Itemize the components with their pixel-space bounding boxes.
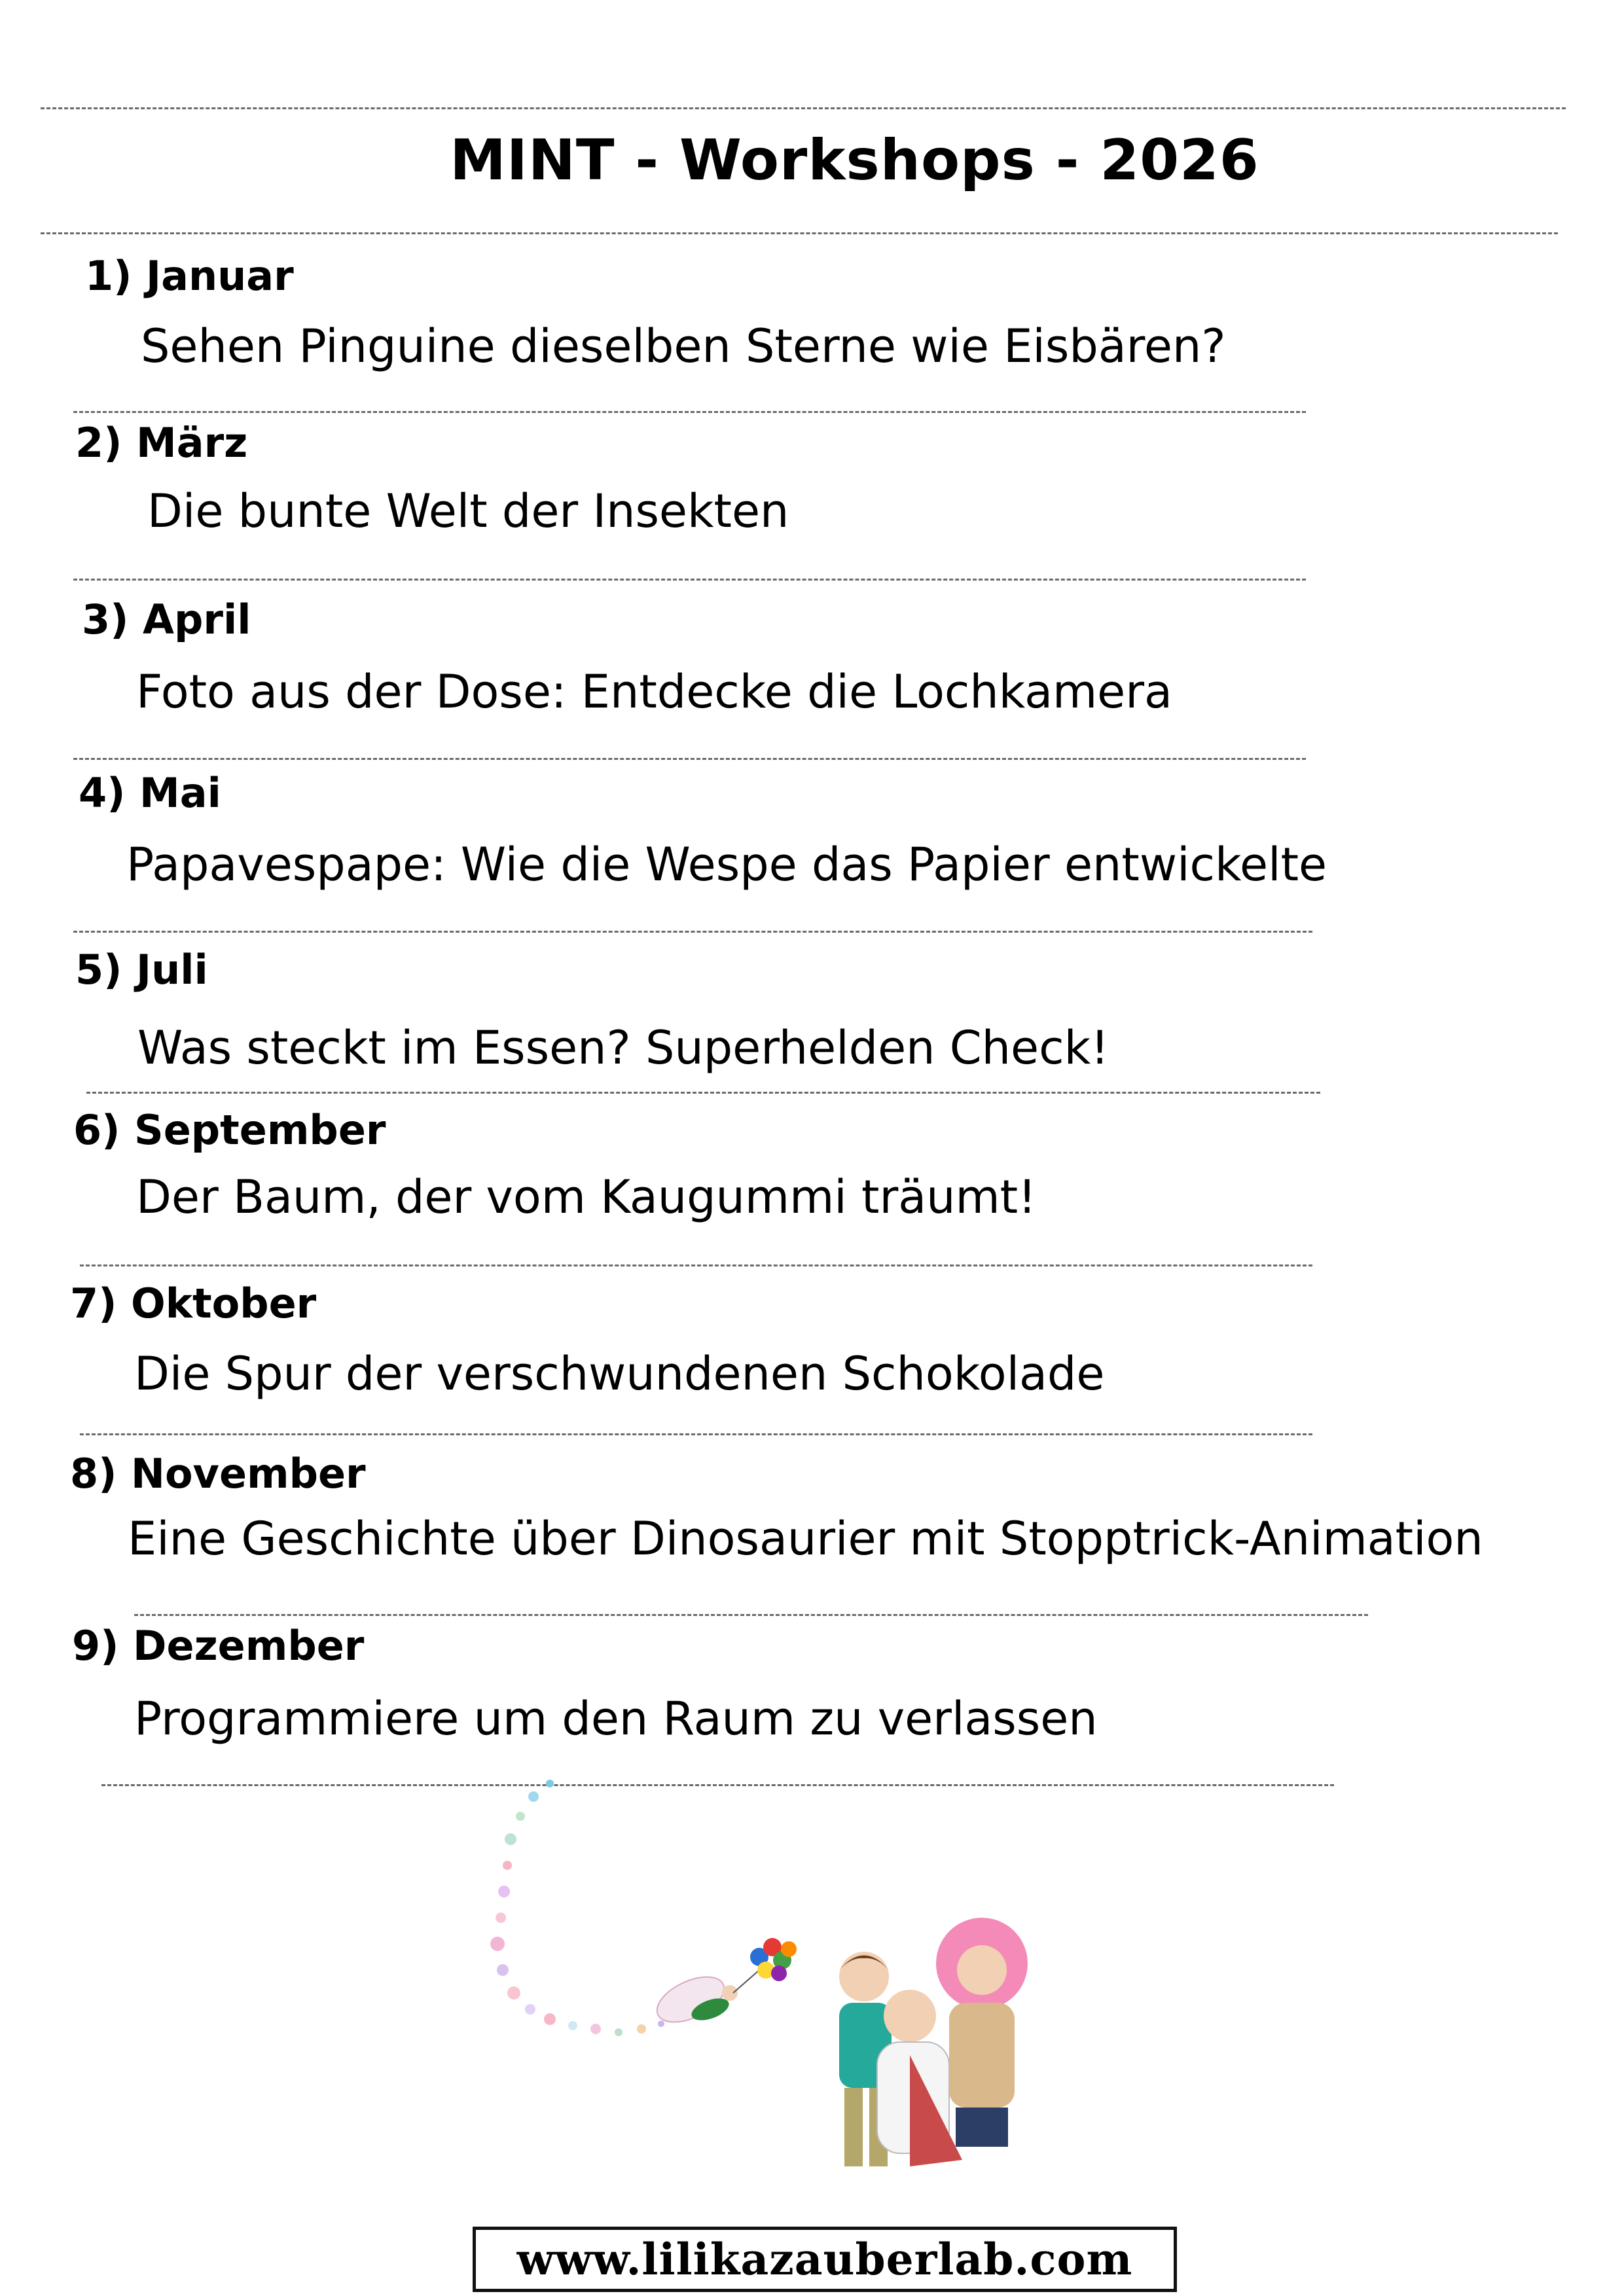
workshop-month: 4) Mai <box>79 769 221 817</box>
entry-divider <box>73 411 1306 413</box>
entry-divider <box>80 1433 1312 1435</box>
workshop-month: 6) September <box>73 1106 386 1154</box>
workshop-month: 1) Januar <box>85 252 294 300</box>
fairy-icon <box>650 1967 759 2031</box>
workshop-month: 7) Oktober <box>70 1280 317 1327</box>
workshop-month: 2) März <box>75 419 248 467</box>
workshop-month: 8) November <box>70 1450 366 1498</box>
workshop-topic: Eine Geschichte über Dinosaurier mit Stopptrick-Animation <box>128 1512 1483 1566</box>
sparkle-trail-icon <box>490 1780 664 2036</box>
workshop-topic: Sehen Pinguine dieselben Sterne wie Eisbären? <box>141 319 1226 373</box>
entry-divider <box>73 758 1306 760</box>
workshop-topic: Foto aus der Dose: Entdecke die Lochkamera <box>136 665 1172 719</box>
balloons-icon <box>750 1938 797 1981</box>
entry-divider <box>80 1265 1312 1266</box>
workshop-topic: Der Baum, der vom Kaugummi träumt! <box>136 1170 1037 1224</box>
workshop-topic: Programmiere um den Raum zu verlassen <box>134 1692 1098 1746</box>
title-divider <box>41 232 1558 234</box>
entry-divider <box>134 1614 1368 1616</box>
entry-divider <box>73 931 1312 933</box>
workshop-topic: Papavespape: Wie die Wespe das Papier entwickelte <box>126 838 1327 891</box>
top-divider <box>41 107 1566 109</box>
workshop-topic: Die bunte Welt der Insekten <box>147 484 789 538</box>
workshop-month: 5) Juli <box>75 946 208 994</box>
entry-divider <box>73 579 1306 581</box>
workshop-topic: Was steckt im Essen? Superhelden Check! <box>137 1021 1110 1075</box>
entry-divider <box>86 1092 1320 1094</box>
illustration <box>452 1767 1172 2225</box>
page-title: MINT - Workshops - 2026 <box>450 128 1259 193</box>
workshop-topic: Die Spur der verschwundenen Schokolade <box>134 1347 1105 1401</box>
workshop-month: 9) Dezember <box>72 1622 365 1670</box>
workshop-month: 3) April <box>82 596 251 643</box>
website-link[interactable]: www.lilikazauberlab.com <box>473 2227 1177 2292</box>
